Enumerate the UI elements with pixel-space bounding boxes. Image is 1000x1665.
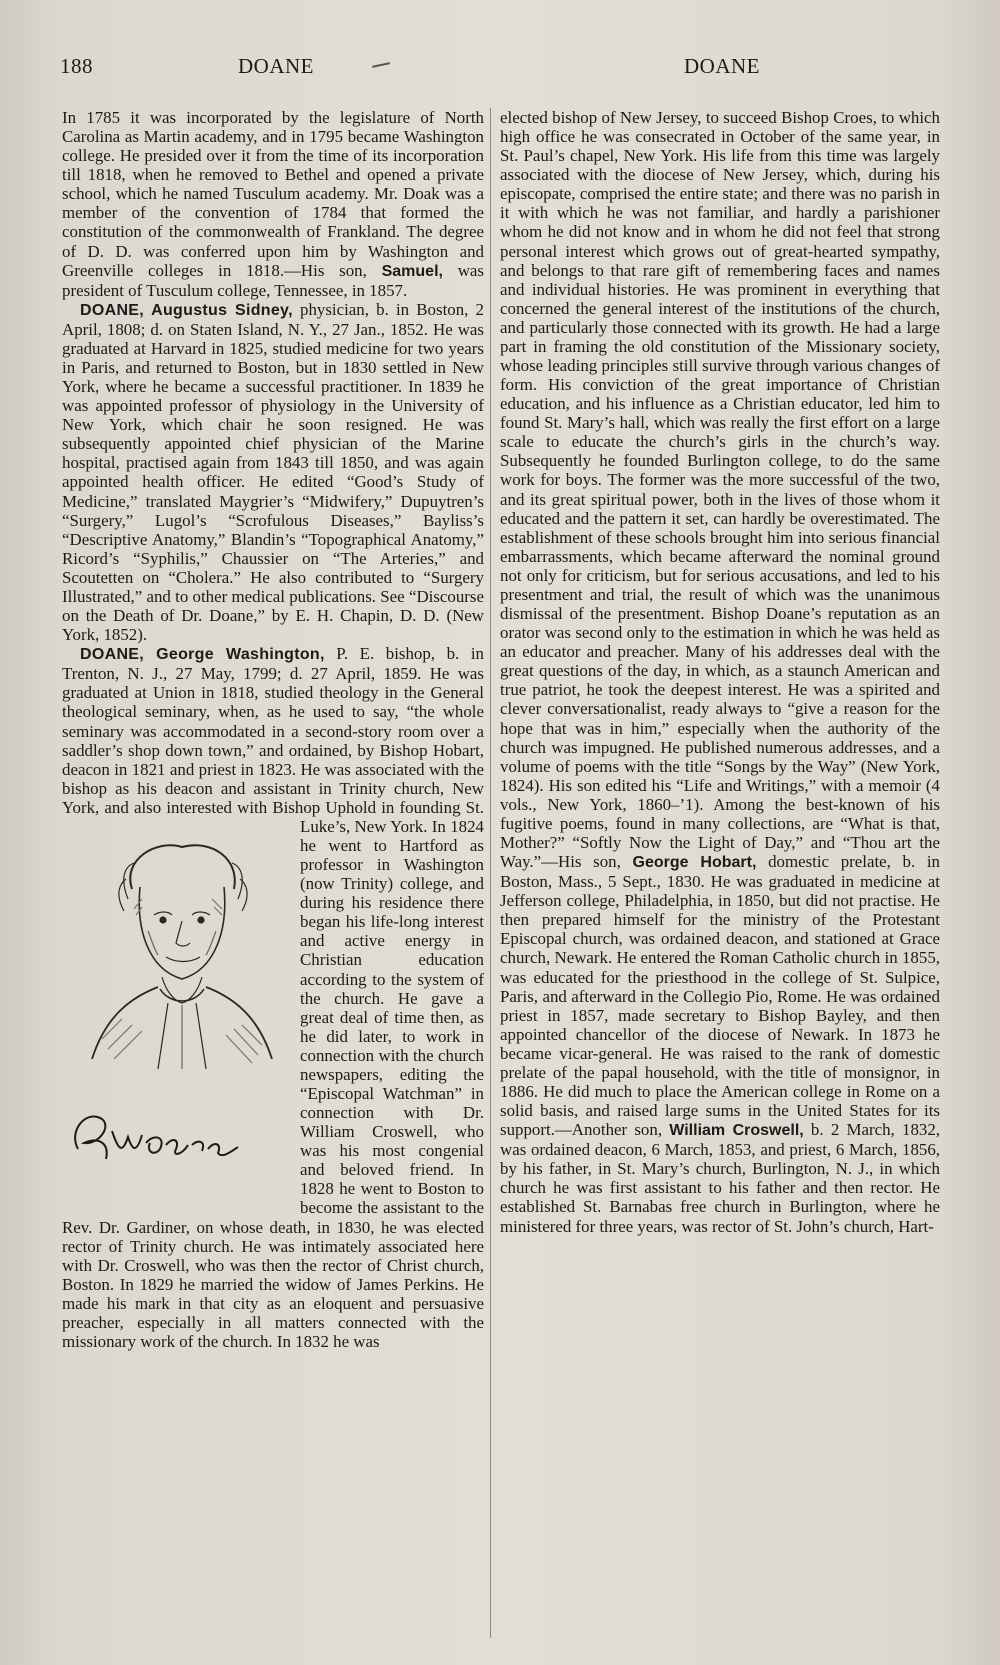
entry-heading: DOANE, Augustus Sidney, xyxy=(80,301,293,319)
portrait-engraving xyxy=(62,819,292,1199)
entry-subname-william-croswell: William Croswell, xyxy=(669,1122,804,1140)
page-number: 188 xyxy=(60,54,93,78)
entry-text: b. 2 March, 1832, was ordained deacon, 6 March, 1853, and priest, 6 March, 1856, by his father, in St. Mary’s church, Burlington, N. J., in which church he was first assistant to his father and then rector. He established St. Barnabas free church in Burlington, where he ministered for three years, was rector of St. John’s church, Hart- xyxy=(500,1120,940,1236)
running-head-right: DOANE xyxy=(684,54,760,78)
entry-text: domestic prelate, b. in Boston, Mass., 5 Sept., 1830. He was graduated in medicine at Jefferson college, Philadelphia, in 1850, but did not practise. He then prepared himself for the ministry of the Protestant Episcopal church, was ordained deacon, and stationed at Grace church, Newark. He entered the Roman Catholic church in 1855, was educated for the priesthood in the college of St. Sulpice, Paris, and afterward in the Collegio Pio, Rome. He was ordained priest in 1857, made secretary to Bishop Bayley, and then appointed chancellor of the diocese of Newark. In 1873 he became vicar-general. He was raised to the rank of domestic prelate of the papal household, with the title of monsignor, in 1886. He did much to place the American college in Rome on a solid basis, and raised large sums in the United States for its support.—Another son, xyxy=(500,852,940,1140)
entry-subname-george-hobart: George Hobart, xyxy=(632,854,757,872)
portrait-illustration xyxy=(62,819,292,1199)
entry-subname-samuel: Samuel, xyxy=(381,262,443,280)
running-head-left: DOANE xyxy=(238,54,314,78)
right-column xyxy=(500,108,940,1645)
entry-doak-continued xyxy=(62,108,484,300)
entry-george-washington-doane-continued xyxy=(500,108,940,1236)
entry-text: elected bishop of New Jersey, to succeed Bishop Croes, to which high office he was consecrated in October of the same year, in St. Paul’s chapel, New York. His life from this time was largely associated with the diocese of New Jersey, which, during his episcopate, comprised the entire state; and there was no parish in it with which he was not familiar, and hardly a parishioner whom he did not know and in whom he did not feel that strong personal interest which grows out of great-hearted sympathy, and belongs to that rare gift of remembering faces and names and individual histories. He was prominent in everything that concerned the general interest of the institutions of the church, and particularly those connected with its growth. He had a large part in framing the old constitution of the Missionary society, whose leading principles still survive through various changes of form. His conviction of the great importance of Christian education, and his influence as a Christian educator, led him to found St. Mary’s hall, which was really the first effort on a large scale to educate the church’s girls in the church’s way. Subsequently he founded Burlington college, to do the same work for boys. The former was the more successful of the two, and its great spiritual power, both in the lives of those whom it educated and the pattern it set, can hardly be overestimated. The establishment of these schools brought him into serious financial embarrassments, which became afterward the nominal ground not only for criticism, but for serious accusations, and led to his presentment and trial, the result of which was the unanimous dismissal of the presentment. Bishop Doane’s reputation as an orator was second only to the estimation in which he was held as an educator and preacher. Many of his addresses deal with the great questions of the day, in which, as a staunch American and true patriot, he took the deepest interest. He was a spirited and clever conversationalist, ready always to “give a reason for the hope that was in him,” especially when the authority of the church was impugned. He published numerous addresses, and a volume of poems with the title “Songs by the Way” (New York, 1824). His son edited his “Life and Writings,” with a memoir (4 vols., New York, 1860–’1). Among the best-known of his fugitive poems, found in many collections, are “What is that, Mother?” “Softly Now the Light of Day,” and “Thou art the Way.”—His son, xyxy=(500,108,940,872)
entry-text: P. E. bishop, b. in Trenton, N. J., 27 May, 1799; d. 27 April, 1859. He was graduated at Union in 1818, studied theology in the General theological seminary, when, as he used to say, “the whole seminary was accommodated in a second-story room over a saddler’s shop down town,” and ordained, by Bishop Hobart, deacon in 1821 and priest in 1823. He was associated with the bishop as his deacon and assistant in Trinity church, New York, and also interested with Bishop Uphold in founding St. Luke’s, xyxy=(62,644,484,836)
entry-augustus-sidney-doane xyxy=(62,300,484,644)
entry-text: was president of Tusculum college, Tennessee, in 1857. xyxy=(62,260,484,300)
column-divider xyxy=(490,108,491,1638)
entry-text: physician, b. in Boston, 2 April, 1808; d. on Staten Island, N. Y., 27 Jan., 1852. He was graduated at Harvard in 1825, studied medicine for two years in Paris, and returned to Boston, but in 1830 settled in New York, where he became a successful practitioner. In 1839 he was appointed professor of physiology in the University of New York, which chair he soon resigned. He was subsequently appointed chief physician of the Marine hospital, practised again from 1843 till 1850, and was again appointed health officer. He edited “Good’s Study of Medicine,” translated Maygrier’s “Midwifery,” Dupuytren’s “Surgery,” Lugol’s “Scrofulous Diseases,” Bayliss’s “Descriptive Anatomy,” Blandin’s “Topographical Anatomy,” Ricord’s “Syphilis,” Chaussier on “The Arteries,” and Scoutetten on “Cholera.” He also contributed to “Surgery Illustrated,” and to other medical publications. See “Discourse on the Death of Dr. Doane,” by E. H. Chapin, D. D. (New York, 1852). xyxy=(62,299,484,645)
entry-text: In 1785 it was incorporated by the legislature of North Carolina as Martin academy, and in 1795 became Washington college. He presided over it from the time of its incorporation till 1818, when he removed to Bethel and opened a private school, which he named Tusculum academy. Mr. Doak was a member of the convention of 1784 that formed the constitution of the commonwealth of Frankland. The degree of D. D. was conferred upon him by Washington and Greenville colleges in 1818.—His son, xyxy=(62,108,484,280)
entry-text: New York. In 1824 he went to Hartford as professor in Washington (now Trinity) college, and during his residence there began his life-long interest and active energy in Christian education according to the system of the church. He gave a great deal of time then, as he did later, to work in connection with the church newspapers, editing the “Episcopal Watchman” in connection with Dr. William Croswell, who was his most congenial and beloved friend. In 1828 he went to Boston to become the assistant to the Rev. Dr. Gardiner, on whose death, in 1830, he was elected rector of Trinity church. He was intimately associated here with Dr. Croswell, who was then the rector of Christ church, Boston. In 1829 he married the widow of James Perkins. He made his mark in that city as an eloquent and persuasive preacher, especially in all matters connected with the missionary work of the church. In 1832 he was xyxy=(62,816,484,1351)
entry-george-washington-doane xyxy=(62,644,484,1351)
ink-mark xyxy=(372,62,390,68)
entry-heading: DOANE, George Washington, xyxy=(80,646,325,664)
left-column xyxy=(62,108,484,1645)
